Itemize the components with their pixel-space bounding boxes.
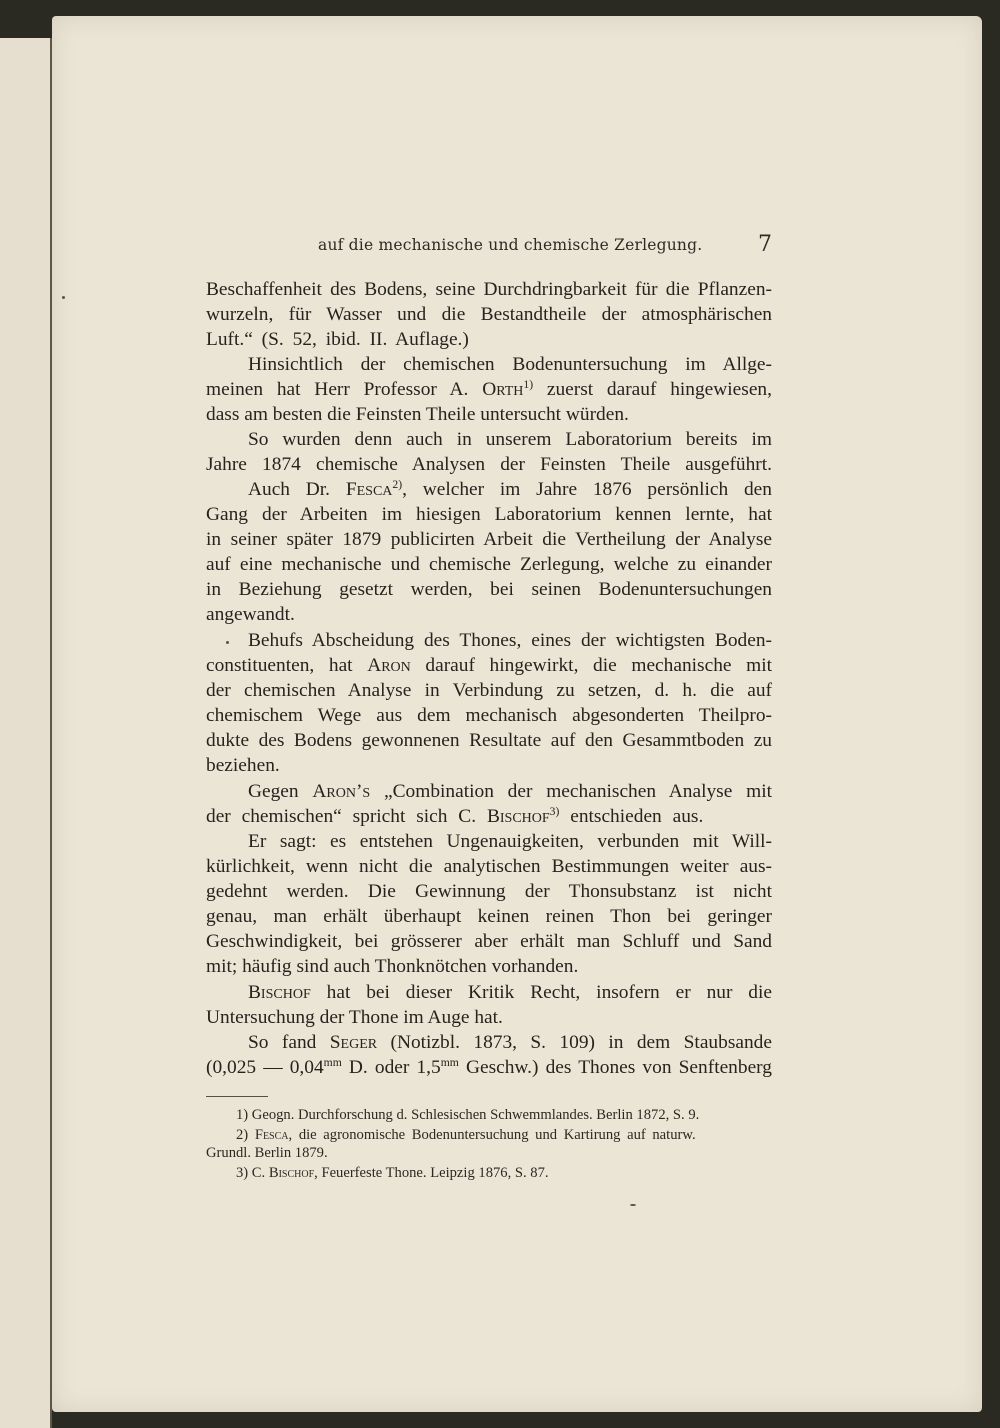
author-name: Bischof (268, 1165, 315, 1181)
paper-speck (62, 296, 65, 299)
text-line: Bischof hat bei dieser Kritik Recht, insofern er nur die (248, 982, 772, 1003)
text-line: Beschaffenheit des Bodens, seine Durchdringbarkeit für die Pflanzen- (206, 279, 772, 300)
page-number: 7 (758, 232, 772, 257)
footnote-ref: 1) (523, 378, 534, 392)
text-line: Er sagt: es entstehen Ungenauigkeiten, verbunden mit Will- (248, 831, 772, 852)
text-line: beziehen. (206, 755, 280, 776)
footnote: 3) C. Bischof, Feuerfeste Thone. Leipzig 1876, S. 87. (236, 1165, 549, 1181)
author-name: Fesca (345, 479, 393, 500)
text-line: chemischem Wege aus dem mechanisch abgesonderten Theilpro- (206, 705, 772, 726)
text-line: kürlichkeit, wenn nicht die analytischen Bestimmungen weiter aus- (206, 856, 772, 877)
text-line: Behufs Abscheidung des Thones, eines der wichtigsten Boden- (248, 630, 772, 651)
footnote-ref: 2) (392, 478, 403, 492)
footnote-rule (206, 1096, 268, 1097)
text-line: auf eine mechanische und chemische Zerlegung, welche zu einander (206, 554, 772, 575)
text-line: Luft.“ (S. 52, ibid. II. Auflage.) (206, 329, 469, 350)
author-name: Fesca (254, 1127, 289, 1143)
page-header (200, 226, 778, 256)
text-line: Gegen Aron’s „Combination der mechanischen Analyse mit (248, 781, 772, 802)
text-line: Auch Dr. Fesca$^{2)}$, welcher im Jahre 1876 persönlich den (248, 478, 772, 500)
text-line: Geschwindigkeit, bei grösserer aber erhält man Schluff und Sand (206, 931, 772, 952)
text-line: Hinsichtlich der chemischen Bodenuntersuchung im Allge- (248, 354, 772, 375)
text-line: So fand Seger (Notizbl. 1873, S. 109) in dem Staubsande (248, 1032, 772, 1053)
author-name: Orth (482, 379, 524, 400)
footnote: 1) Geogn. Durchforschung d. Schlesischen Schwemmlandes. Berlin 1872, S. 9. (236, 1107, 700, 1123)
text-line: mit; häufig sind auch Thonknötchen vorhanden. (206, 956, 579, 977)
author-name: Aron’s (312, 781, 371, 802)
text-line: in seiner später 1879 publicirten Arbeit die Vertheilung der Analyse (206, 529, 772, 550)
paper-speck (630, 1204, 636, 1206)
text-line: (0,025 — $0,04^{mm}$ D. oder $1,5^{mm}$ Geschw.) des Thones von Senftenberg (206, 1056, 772, 1078)
text-line: dukte des Bodens gewonnenen Resultate auf den Gesammtboden zu (206, 730, 772, 751)
paper-speck (226, 641, 229, 644)
text-line: der chemischen“ spricht sich C. Bischof$^{3)}$ entschieden aus. (206, 805, 704, 827)
author-name: Seger (329, 1032, 378, 1053)
unit-superscript: mm (323, 1056, 342, 1070)
author-name: Aron (367, 655, 411, 676)
text-line: der chemischen Analyse in Verbindung zu setzen, d. h. die auf (206, 680, 772, 701)
unit-superscript: mm (440, 1056, 459, 1070)
text-line: gedehnt werden. Die Gewinnung der Thonsubstanz ist nicht (206, 881, 772, 902)
text-line: constituenten, hat Aron darauf hingewirkt, die mechanische mit (206, 655, 772, 676)
text-line: angewandt. (206, 604, 295, 625)
footnote-ref: 3) (549, 805, 560, 819)
footnote-continuation: Grundl. Berlin 1879. (206, 1145, 328, 1161)
author-name: Bischof (248, 982, 311, 1003)
text-line: in Beziehung gesetzt werden, bei seinen Bodenuntersuchungen (206, 579, 772, 600)
running-title: auf die mechanische und chemische Zerlegung. (318, 236, 703, 254)
text-line: Untersuchung der Thone im Auge hat. (206, 1007, 503, 1028)
text-line: So wurden denn auch in unserem Laboratorium bereits im (248, 429, 772, 450)
text-line: Jahre 1874 chemische Analysen der Feinsten Theile ausgeführt. (206, 454, 772, 475)
footnote: 2) Fesca, die agronomische Bodenuntersuchung und Kartirung auf naturw. (236, 1127, 696, 1143)
text-line: Gang der Arbeiten im hiesigen Laboratorium kennen lernte, hat (206, 504, 772, 525)
text-line: wurzeln, für Wasser und die Bestandtheile der atmosphärischen (206, 304, 772, 325)
previous-page-edge (0, 38, 52, 1428)
text-line: meinen hat Herr Professor A. Orth$^{1)}$ zuerst darauf hingewiesen, (206, 378, 772, 400)
author-name: Bischof (486, 806, 550, 827)
text-line: genau, man erhält überhaupt keinen reinen Thon bei geringer (206, 906, 772, 927)
text-line: dass am besten die Feinsten Theile untersucht würden. (206, 404, 629, 425)
